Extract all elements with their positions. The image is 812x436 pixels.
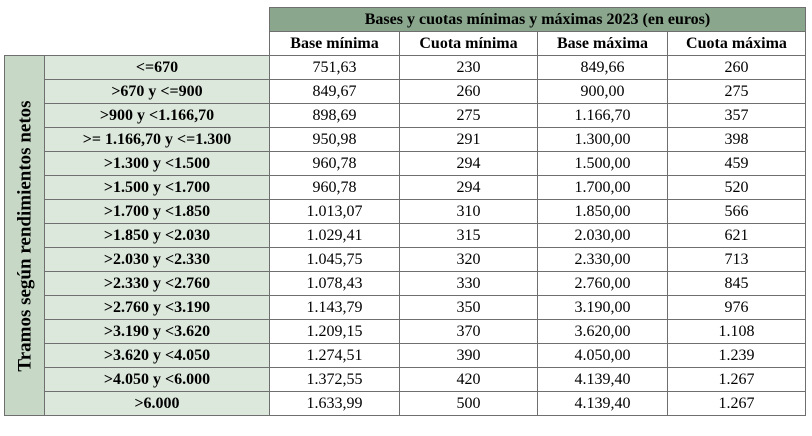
base-maxima-cell: 1.500,00 <box>538 152 668 176</box>
base-minima-cell: 1.372,55 <box>270 368 400 392</box>
base-minima-cell: 1.078,43 <box>270 272 400 296</box>
tramo-cell: >1.500 y <1.700 <box>45 176 270 200</box>
table-row <box>5 272 806 296</box>
base-maxima-cell: 3.190,00 <box>538 296 668 320</box>
tramo-cell: <=670 <box>45 56 270 80</box>
blank-corner <box>5 8 270 32</box>
cuota-minima-cell: 260 <box>400 80 538 104</box>
cuota-minima-cell: 500 <box>400 392 538 416</box>
base-minima-cell: 898,69 <box>270 104 400 128</box>
cuota-minima-cell: 320 <box>400 248 538 272</box>
tramo-cell: >3.190 y <3.620 <box>45 320 270 344</box>
col-header-base-minima: Base mínima <box>270 32 400 56</box>
tramo-cell: >6.000 <box>45 392 270 416</box>
cuota-minima-cell: 291 <box>400 128 538 152</box>
cuota-minima-cell: 294 <box>400 176 538 200</box>
tramo-cell: >3.620 y <4.050 <box>45 344 270 368</box>
base-minima-cell: 1.029,41 <box>270 224 400 248</box>
cuota-minima-cell: 420 <box>400 368 538 392</box>
base-minima-cell: 1.013,07 <box>270 200 400 224</box>
base-maxima-cell: 849,66 <box>538 56 668 80</box>
base-maxima-cell: 4.139,40 <box>538 368 668 392</box>
cuota-maxima-cell: 845 <box>668 272 806 296</box>
contribution-table <box>4 7 806 416</box>
base-maxima-cell: 4.139,40 <box>538 392 668 416</box>
base-maxima-cell: 4.050,00 <box>538 344 668 368</box>
table-row <box>5 104 806 128</box>
cuota-maxima-cell: 713 <box>668 248 806 272</box>
cuota-maxima-cell: 520 <box>668 176 806 200</box>
table-row <box>5 344 806 368</box>
col-header-cuota-maxima: Cuota máxima <box>668 32 806 56</box>
cuota-maxima-cell: 357 <box>668 104 806 128</box>
cuota-maxima-cell: 566 <box>668 200 806 224</box>
base-minima-cell: 1.045,75 <box>270 248 400 272</box>
side-label: Tramos según rendimientos netos <box>14 99 35 372</box>
cuota-minima-cell: 275 <box>400 104 538 128</box>
cuota-minima-cell: 294 <box>400 152 538 176</box>
blank-corner-2 <box>5 32 270 56</box>
cuota-minima-cell: 390 <box>400 344 538 368</box>
base-maxima-cell: 2.030,00 <box>538 224 668 248</box>
base-maxima-cell: 900,00 <box>538 80 668 104</box>
table-row <box>5 152 806 176</box>
base-maxima-cell: 1.850,00 <box>538 200 668 224</box>
cuota-minima-cell: 230 <box>400 56 538 80</box>
table-row <box>5 80 806 104</box>
col-header-base-maxima: Base máxima <box>538 32 668 56</box>
table-row <box>5 368 806 392</box>
table-row <box>5 296 806 320</box>
base-minima-cell: 751,63 <box>270 56 400 80</box>
cuota-maxima-cell: 1.108 <box>668 320 806 344</box>
base-minima-cell: 1.209,15 <box>270 320 400 344</box>
table-row <box>5 200 806 224</box>
cuota-maxima-cell: 621 <box>668 224 806 248</box>
base-maxima-cell: 1.700,00 <box>538 176 668 200</box>
cuota-maxima-cell: 976 <box>668 296 806 320</box>
tramo-cell: >= 1.166,70 y <=1.300 <box>45 128 270 152</box>
tramo-cell: >4.050 y <6.000 <box>45 368 270 392</box>
cuota-maxima-cell: 275 <box>668 80 806 104</box>
table-body <box>5 56 806 416</box>
base-maxima-cell: 2.760,00 <box>538 272 668 296</box>
table-row <box>5 392 806 416</box>
col-header-cuota-minima: Cuota mínima <box>400 32 538 56</box>
tramo-cell: >2.760 y <3.190 <box>45 296 270 320</box>
cuota-minima-cell: 310 <box>400 200 538 224</box>
table-row <box>5 56 806 80</box>
base-maxima-cell: 3.620,00 <box>538 320 668 344</box>
table-row <box>5 224 806 248</box>
cuota-minima-cell: 350 <box>400 296 538 320</box>
cuota-minima-cell: 370 <box>400 320 538 344</box>
cuota-maxima-cell: 260 <box>668 56 806 80</box>
tramo-cell: >1.700 y <1.850 <box>45 200 270 224</box>
tramo-cell: >900 y <1.166,70 <box>45 104 270 128</box>
cuota-maxima-cell: 1.239 <box>668 344 806 368</box>
base-minima-cell: 1.633,99 <box>270 392 400 416</box>
side-label-cell <box>5 56 45 416</box>
cuota-maxima-cell: 1.267 <box>668 392 806 416</box>
base-maxima-cell: 1.166,70 <box>538 104 668 128</box>
base-minima-cell: 960,78 <box>270 176 400 200</box>
table-row <box>5 248 806 272</box>
cuota-minima-cell: 315 <box>400 224 538 248</box>
cuota-maxima-cell: 1.267 <box>668 368 806 392</box>
base-maxima-cell: 2.330,00 <box>538 248 668 272</box>
base-minima-cell: 1.143,79 <box>270 296 400 320</box>
base-minima-cell: 849,67 <box>270 80 400 104</box>
cuota-maxima-cell: 398 <box>668 128 806 152</box>
base-minima-cell: 1.274,51 <box>270 344 400 368</box>
table-title: Bases y cuotas mínimas y máximas 2023 (en euros) <box>270 8 806 32</box>
tramo-cell: >670 y <=900 <box>45 80 270 104</box>
tramo-cell: >1.850 y <2.030 <box>45 224 270 248</box>
cuota-maxima-cell: 459 <box>668 152 806 176</box>
table-row <box>5 128 806 152</box>
table-row <box>5 176 806 200</box>
cuota-minima-cell: 330 <box>400 272 538 296</box>
base-maxima-cell: 1.300,00 <box>538 128 668 152</box>
tramo-cell: >2.330 y <2.760 <box>45 272 270 296</box>
tramo-cell: >1.300 y <1.500 <box>45 152 270 176</box>
base-minima-cell: 960,78 <box>270 152 400 176</box>
tramo-cell: >2.030 y <2.330 <box>45 248 270 272</box>
base-minima-cell: 950,98 <box>270 128 400 152</box>
table-row <box>5 320 806 344</box>
